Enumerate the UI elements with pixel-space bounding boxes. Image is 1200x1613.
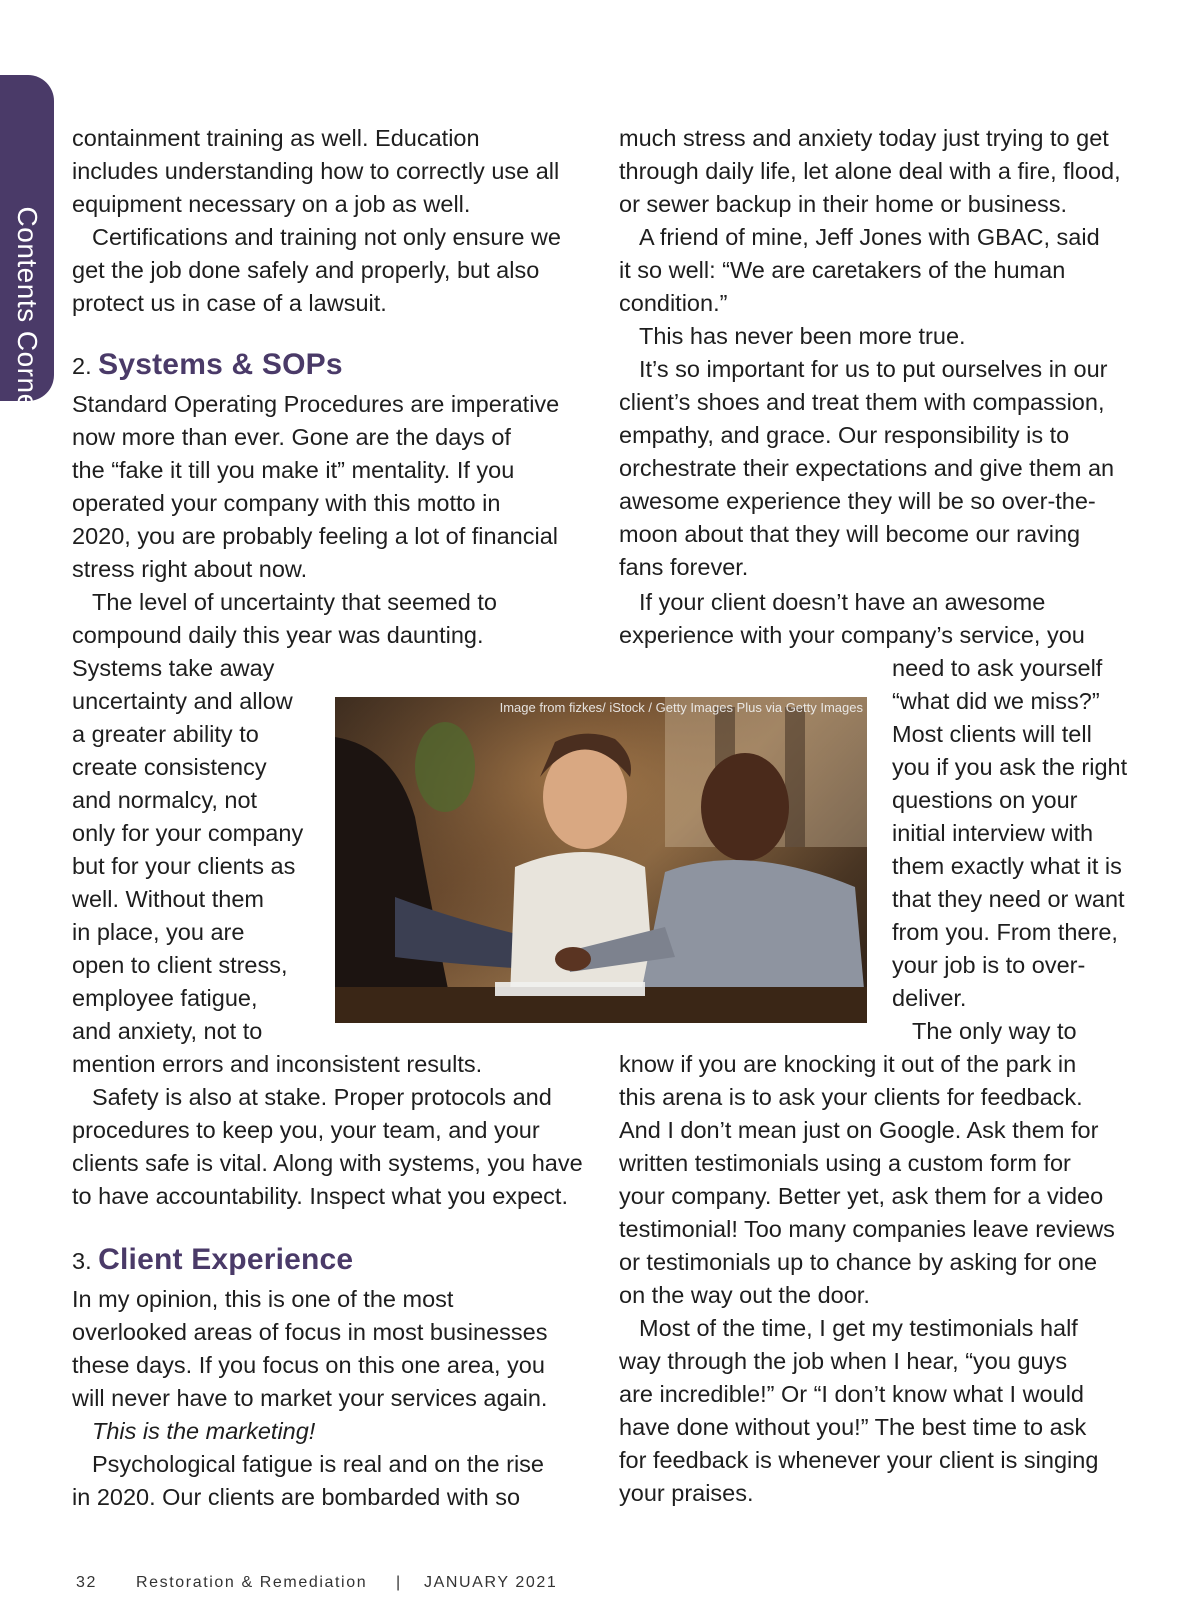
body-line: In my opinion, this is one of the most: [72, 1286, 454, 1312]
body-line: 2020, you are probably feeling a lot of financial: [72, 523, 558, 549]
body-line: in place, you are: [72, 919, 245, 945]
body-line: equipment necessary on a job as well.: [72, 191, 471, 217]
body-line: from you. From there,: [892, 919, 1118, 945]
body-line: overlooked areas of focus in most businesses: [72, 1319, 548, 1345]
section-number: 3.: [72, 1248, 92, 1274]
body-line: your praises.: [619, 1480, 754, 1506]
body-line: on the way out the door.: [619, 1282, 870, 1308]
body-line: create consistency: [72, 754, 267, 780]
page-number: 32: [76, 1574, 97, 1591]
body-line: your job is to over-: [892, 952, 1086, 978]
body-line: mention errors and inconsistent results.: [72, 1051, 483, 1077]
body-line: moon about that they will become our raving: [619, 521, 1081, 547]
contents-corner-label: Contents Corner: [12, 206, 43, 420]
body-line: And I don’t mean just on Google. Ask them for: [619, 1117, 1099, 1143]
body-line: clients safe is vital. Along with systems, you have: [72, 1150, 583, 1176]
body-line: experience with your company’s service, you: [619, 622, 1085, 648]
body-line: to have accountability. Inspect what you expect.: [72, 1183, 568, 1209]
body-line: This has never been more true.: [639, 323, 966, 349]
body-line: in 2020. Our clients are bombarded with so: [72, 1484, 521, 1510]
body-line: employee fatigue,: [72, 985, 258, 1011]
body-line: your company. Better yet, ask them for a video: [619, 1183, 1104, 1209]
body-line: these days. If you focus on this one area, you: [72, 1352, 545, 1378]
body-line: A friend of mine, Jeff Jones with GBAC, said: [639, 224, 1100, 250]
body-line: will never have to market your services again.: [72, 1385, 548, 1411]
body-line: stress right about now.: [72, 556, 308, 582]
body-line: the “fake it till you make it” mentality. If you: [72, 457, 515, 483]
body-line: are incredible!” Or “I don’t know what I would: [619, 1381, 1084, 1407]
section-heading-client-experience: [72, 1243, 353, 1278]
body-line: well. Without them: [72, 886, 264, 912]
body-line: now more than ever. Gone are the days of: [72, 424, 511, 450]
body-line: or sewer backup in their home or business.: [619, 191, 1068, 217]
photo-illustration: [335, 697, 867, 1023]
section-title: Client Experience: [98, 1243, 354, 1276]
body-line: much stress and anxiety today just trying to get: [619, 125, 1109, 151]
body-line-italic: This is the marketing!: [92, 1418, 316, 1444]
body-line: initial interview with: [892, 820, 1094, 846]
body-line: a greater ability to: [72, 721, 259, 747]
body-line: client’s shoes and treat them with compassion,: [619, 389, 1105, 415]
footer-separator: |: [396, 1574, 402, 1591]
body-line: orchestrate their expectations and give them an: [619, 455, 1115, 481]
body-line: them exactly what it is: [892, 853, 1122, 879]
body-line: this arena is to ask your clients for feedback.: [619, 1084, 1083, 1110]
body-line: but for your clients as: [72, 853, 296, 879]
body-line: uncertainty and allow: [72, 688, 293, 714]
body-line: know if you are knocking it out of the park in: [619, 1051, 1077, 1077]
body-line: Safety is also at stake. Proper protocols and: [92, 1084, 552, 1110]
body-line: empathy, and grace. Our responsibility is to: [619, 422, 1070, 448]
body-line: you if you ask the right: [892, 754, 1128, 780]
section-number: 2.: [72, 353, 92, 379]
body-line: Most of the time, I get my testimonials half: [639, 1315, 1078, 1341]
body-line: condition.”: [619, 290, 728, 316]
body-line: “what did we miss?”: [892, 688, 1100, 714]
body-line: it so well: “We are caretakers of the human: [619, 257, 1066, 283]
body-line: get the job done safely and properly, but also: [72, 257, 540, 283]
body-line: need to ask yourself: [892, 655, 1103, 681]
photo-credit: Image from fizkes/ iStock / Getty Images Plus via Getty Images: [499, 700, 863, 715]
body-line: It’s so important for us to put ourselves in our: [639, 356, 1108, 382]
body-line: awesome experience they will be so over-the-: [619, 488, 1096, 514]
body-line: only for your company: [72, 820, 304, 846]
body-line: Standard Operating Procedures are imperative: [72, 391, 560, 417]
body-line: and anxiety, not to: [72, 1018, 263, 1044]
body-line: or testimonials up to chance by asking for one: [619, 1249, 1098, 1275]
body-line: Psychological fatigue is real and on the rise: [92, 1451, 544, 1477]
body-line: fans forever.: [619, 554, 749, 580]
section-heading-systems: [72, 348, 343, 383]
publication-name: Restoration & Remediation: [136, 1574, 368, 1591]
body-line: Systems take away: [72, 655, 275, 681]
body-line: testimonial! Too many companies leave reviews: [619, 1216, 1115, 1242]
body-line: Most clients will tell: [892, 721, 1092, 747]
body-line: includes understanding how to correctly use all: [72, 158, 560, 184]
body-line: have done without you!” The best time to ask: [619, 1414, 1087, 1440]
body-line: procedures to keep you, your team, and your: [72, 1117, 540, 1143]
body-line: for feedback is whenever your client is singing: [619, 1447, 1099, 1473]
body-line: that they need or want: [892, 886, 1125, 912]
body-line: and normalcy, not: [72, 787, 258, 813]
contents-corner-tab[interactable]: [0, 75, 54, 420]
body-line: containment training as well. Education: [72, 125, 480, 151]
body-line: operated your company with this motto in: [72, 490, 501, 516]
body-line: through daily life, let alone deal with a fire, flood,: [619, 158, 1121, 184]
body-line: way through the job when I hear, “you guys: [619, 1348, 1068, 1374]
body-line: open to client stress,: [72, 952, 288, 978]
body-line: compound daily this year was daunting.: [72, 622, 484, 648]
body-line: The only way to: [912, 1018, 1077, 1044]
body-line: Certifications and training not only ensure we: [92, 224, 561, 250]
body-line: written testimonials using a custom form for: [619, 1150, 1071, 1176]
issue-date: JANUARY 2021: [424, 1574, 558, 1591]
body-line: The level of uncertainty that seemed to: [92, 589, 497, 615]
body-line: protect us in case of a lawsuit.: [72, 290, 387, 316]
body-line: deliver.: [892, 985, 967, 1011]
body-line: questions on your: [892, 787, 1078, 813]
body-line: If your client doesn’t have an awesome: [639, 589, 1046, 615]
section-title: Systems & SOPs: [98, 348, 343, 381]
handshake-meeting-photo: [335, 697, 867, 1023]
